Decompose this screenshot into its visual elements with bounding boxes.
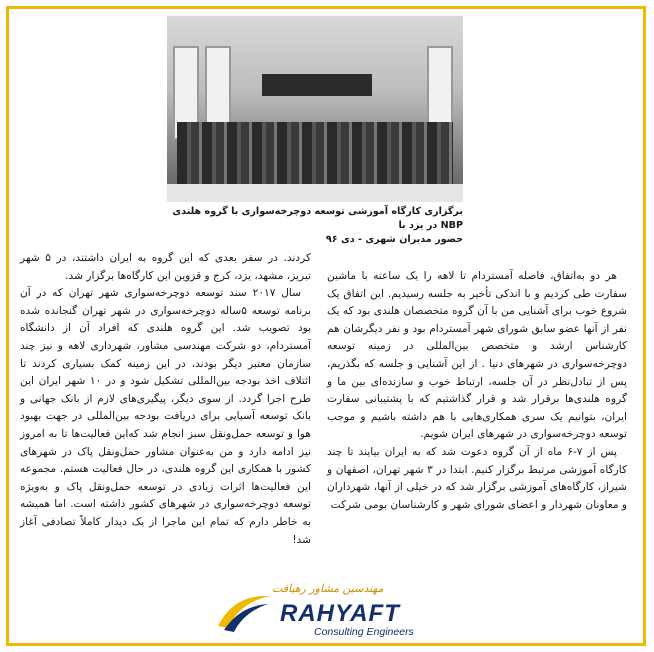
logo-subtitle: Consulting Engineers [314,626,414,638]
paragraph: سال ۲۰۱۷ سند توسعه دوچرخه‌سواری شهر تهران که در آن برنامه توسعه ۵ساله دوچرخه‌سواری در شهر تهران گنجانده شده بود تصویب شد. این گروه هلندی که افراد آن از دانشگاه آمستردام، دو شرکت مهندسی مشاور، شهرداری لاهه و نیز چند سازمان معتبر دیگر بودند، در این زمینه کمک بسیاری کردند تا ائتلاف اخذ بودجه بین‌المللی تشکیل شود و در ۱۰ شهر ایران این طرح اجرا گردد. از سوی دیگر، پیگیری‌های لازم از بانک جهانی و بانک توسعه آسیایی برای دریافت بودجه بین‌المللی در جهت بهبود هوا و توسعه حمل‌ونقل سبز انجام شد که‌این فعالیت‌ها تا به امروز نیز ادامه دارد و من به‌عنوان مشاور حمل‌ونقل پاک در شهرهای کشور با همکاری این گروه هلندی، در حال فعالیت هستم. مجموعه این فعالیت‌ها اثرات زیادی در توسعه حمل‌ونقل پاک و به‌ویژه توسعه دوچرخه‌سواری در شهرهای کشور داشته است. اما همیشه به خاطر دارم که تمام این ماجرا از یک دیدار کاملاً تصادفی آغاز شد! [20,287,311,546]
photo-caption [167,205,463,247]
paragraph: هر دو به‌اتفاق، فاصله آمستردام تا لاهه را یک ساعته با ماشین سفارت طی کردیم و با اندکی تأخیر به جلسه رسیدیم. این اتفاق یک شروع خوب برای آشنایی من با آن گروه متخصصان هلندی بود که یک نفر از آنها عضو سابق شورای شهر آمستردام بود و نفر دیگرشان هم کارشناس ارشد و متخصص بین‌المللی در زمینه توسعه دوچرخه‌سواری در شهرهای دنیا . از این آشنایی و جلسه که بگذریم، پس از تبادل‌نظر در آن جلسه، ارتباط خوب و سازنده‌ای بین ما و گروه هلندی‌ها برقرار شد و قرار گذاشتیم که با پشتیبانی سفارت ایران، بتوانیم یک سری همکاری‌هایی با هم داشته باشیم و موجب توسعه دوچرخه‌سواری در شهرهای ایران شویم. [327,270,627,441]
workshop-group-photo [167,16,463,202]
paragraph: پس از ۷-۶ ماه از آن گروه دعوت شد که به ایران بیایند تا چند کارگاه آموزشی مرتبط برگزار کنیم. ابتدا در ۳ شهر تهران، اصفهان و شیراز، کارگاه‌های آموزشی برگزار شد که در خیلی از آنها، شهرداران و معاونان شهردار و اعضای شورای شهر و کارشناسان بومی شرکت [327,445,628,511]
logo-swoosh-icon [214,590,272,634]
photo-table [167,184,463,202]
article-column-right [327,268,627,514]
article-column-left [20,250,311,549]
photo-people-row [177,122,453,192]
caption-line-1: برگزاری کارگاه آموزشی توسعه دوچرخه‌سواری با گروه هلندی NBP در یزد با [172,206,463,231]
logo-name: RAHYAFT [280,600,400,627]
caption-line-2: حضور مدیران شهری - دی ۹۶ [325,234,463,245]
rahyaft-logo [214,582,414,644]
photo-banner [262,74,372,96]
paragraph: کردند. در سفر بعدی که این گروه به ایران داشتند، در ۵ شهر تبریز، مشهد، یزد، کرج و قزوین این کارگاه‌ها برگزار شد. [20,252,311,282]
logo-persian-text: مهندسین مشاور رهیافت [272,582,384,595]
